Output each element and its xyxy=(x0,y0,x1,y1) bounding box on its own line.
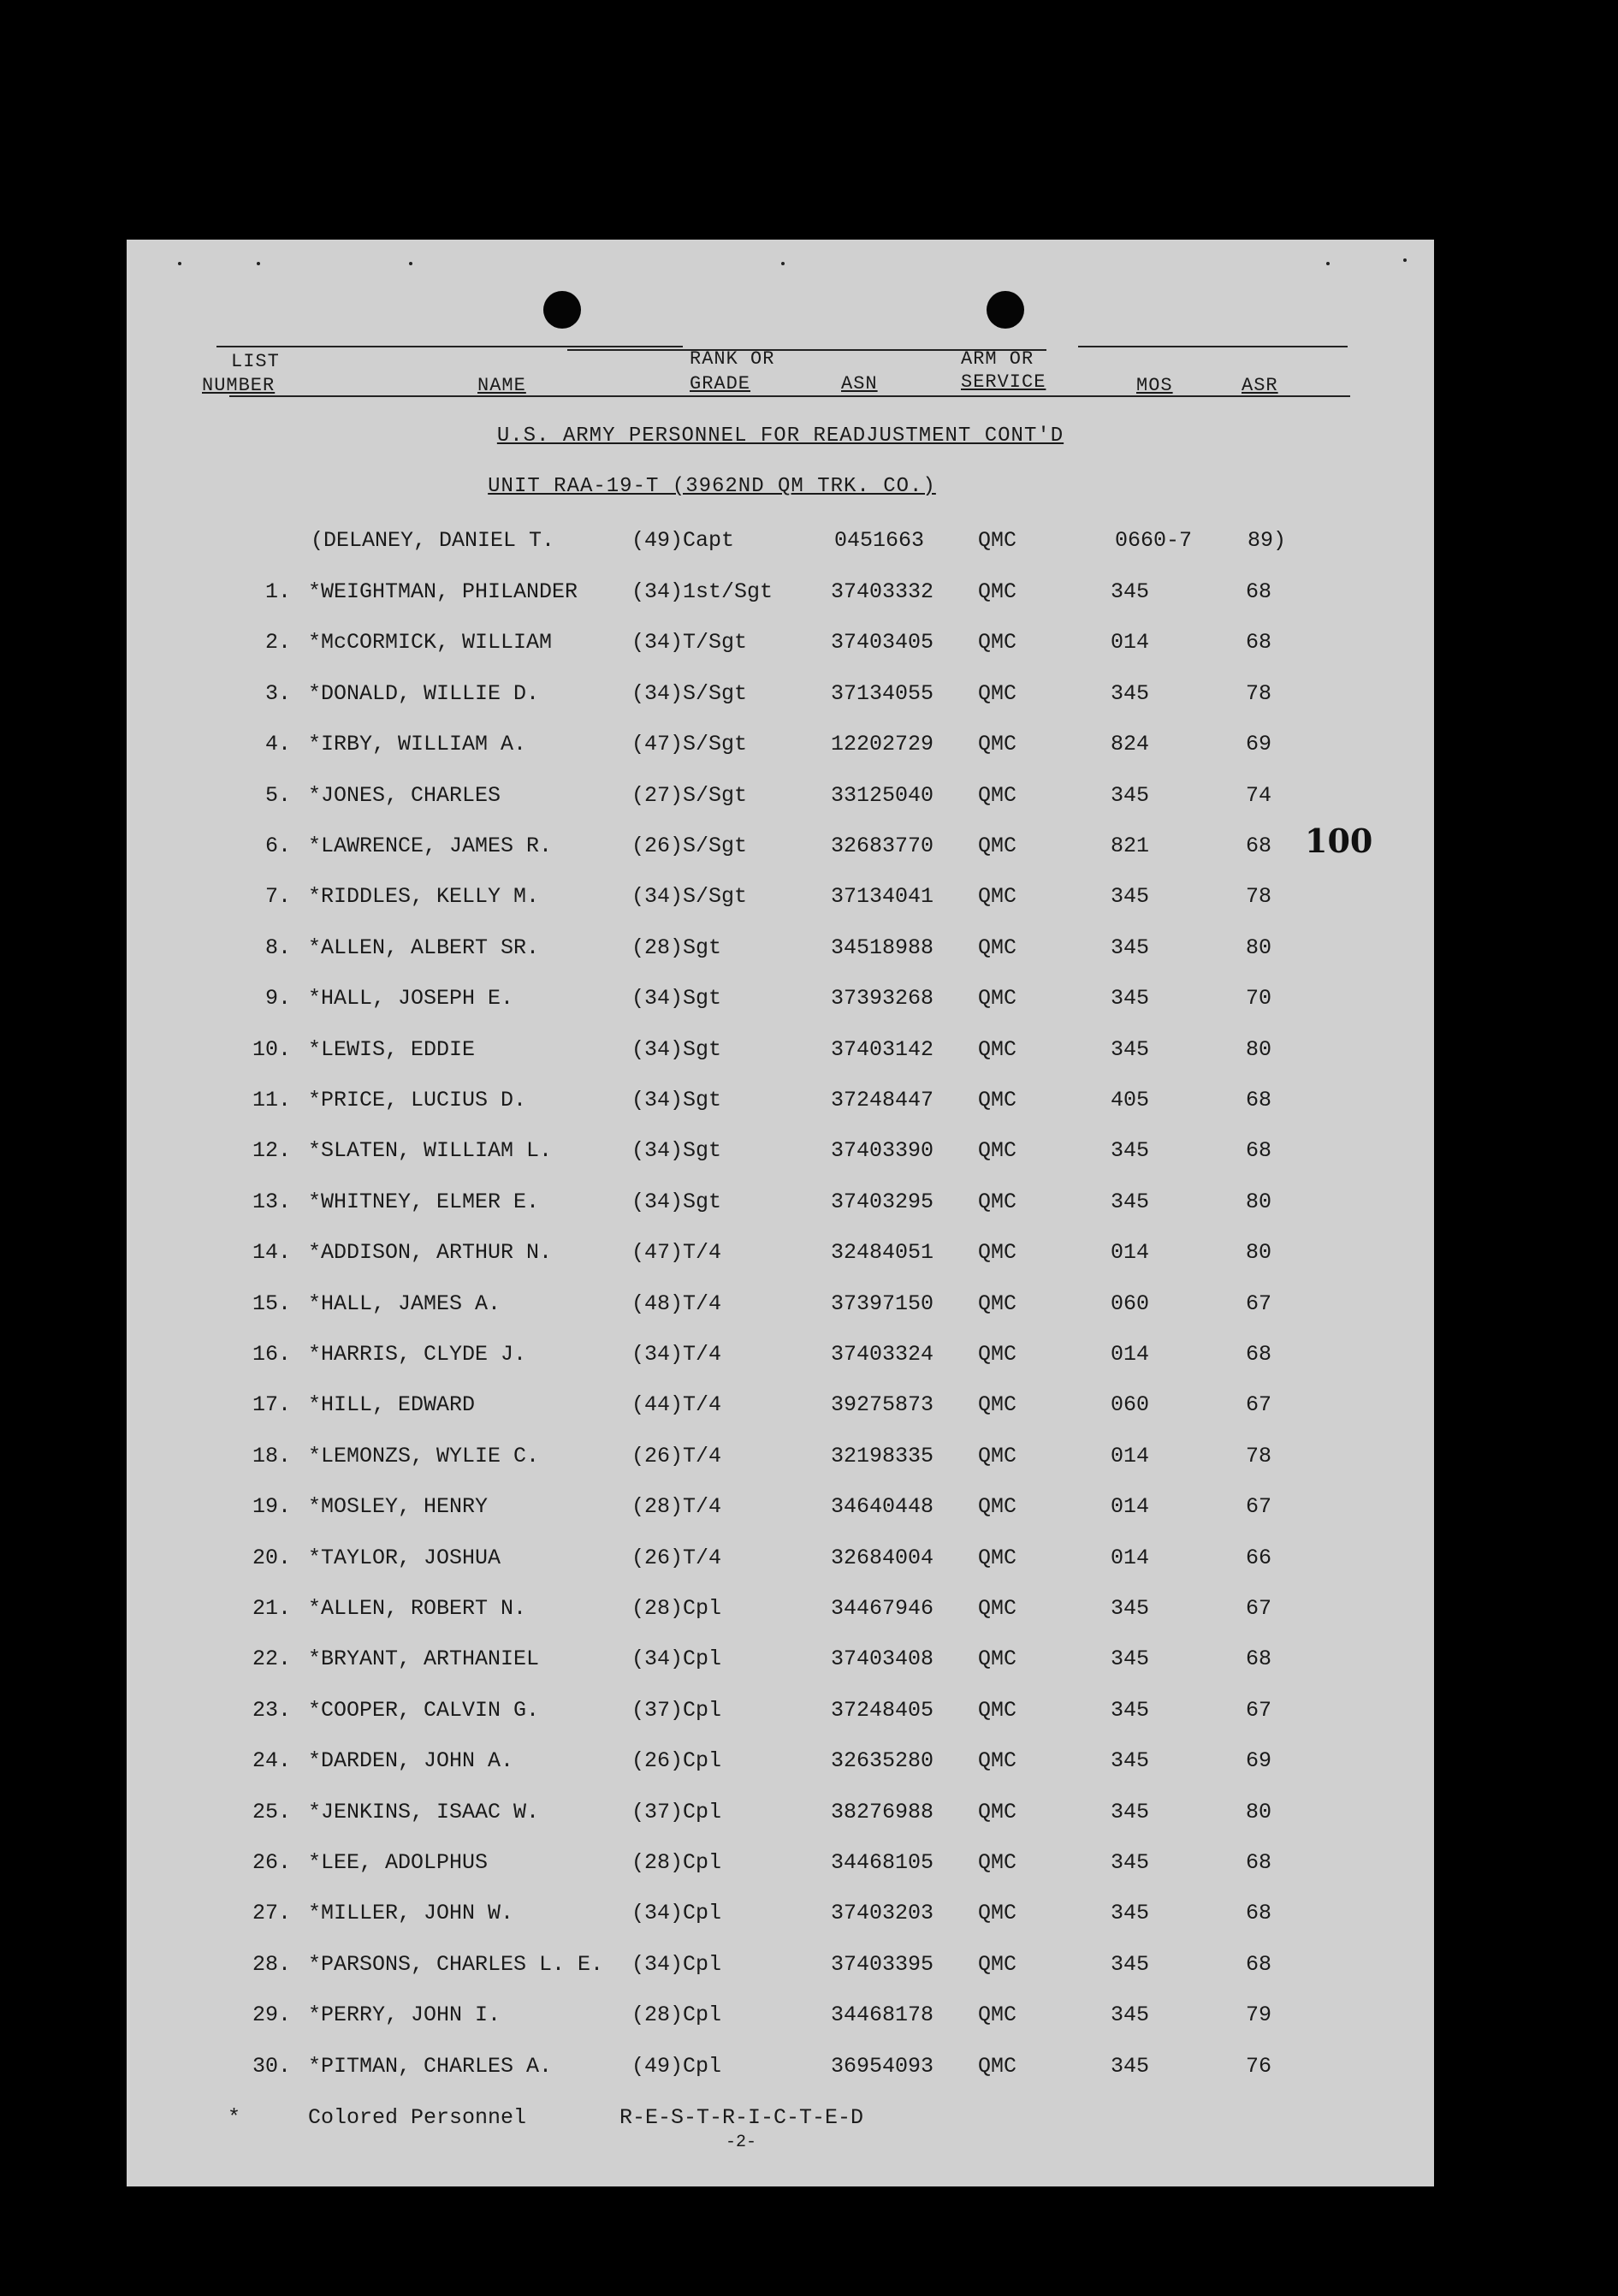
row-asr: 67 xyxy=(1246,1698,1272,1723)
row-grade: (34)Sgt xyxy=(631,1190,722,1214)
row-asn: 37393268 xyxy=(831,986,934,1011)
header-top-rule-right xyxy=(1078,346,1348,347)
officer-arm: QMC xyxy=(978,528,1017,553)
row-grade: (27)S/Sgt xyxy=(631,783,748,808)
row-mos: 824 xyxy=(1111,732,1150,756)
row-name: *PRICE, LUCIUS D. xyxy=(308,1088,527,1112)
row-mos: 345 xyxy=(1111,1952,1150,1977)
row-asn: 34467946 xyxy=(831,1596,934,1621)
footer-asterisk: * xyxy=(228,2105,241,2130)
row-asr: 80 xyxy=(1246,1037,1272,1062)
row-grade: (28)Sgt xyxy=(631,935,722,960)
column-header-rank-top: RANK OR xyxy=(690,348,775,370)
row-number: 5. xyxy=(264,783,291,808)
row-arm: QMC xyxy=(978,1291,1017,1316)
row-name: *LEE, ADOLPHUS xyxy=(308,1850,489,1875)
row-arm: QMC xyxy=(978,579,1017,604)
row-number: 23. xyxy=(252,1698,291,1723)
row-name: *LEMONZS, WYLIE C. xyxy=(308,1444,540,1468)
row-mos: 060 xyxy=(1111,1291,1150,1316)
row-asn: 12202729 xyxy=(831,732,934,756)
row-number: 15. xyxy=(252,1291,291,1316)
row-name: *HILL, EDWARD xyxy=(308,1392,476,1417)
row-number: 4. xyxy=(264,732,291,756)
row-arm: QMC xyxy=(978,986,1017,1011)
row-arm: QMC xyxy=(978,630,1017,655)
row-asn: 32684004 xyxy=(831,1545,934,1570)
officer-asn: 0451663 xyxy=(834,528,925,553)
row-mos: 014 xyxy=(1111,1494,1150,1519)
row-number: 28. xyxy=(252,1952,291,1977)
row-name: *PERRY, JOHN I. xyxy=(308,2002,501,2027)
row-asr: 68 xyxy=(1246,1138,1272,1163)
row-asr: 68 xyxy=(1246,1646,1272,1671)
row-mos: 345 xyxy=(1111,579,1150,604)
row-asn: 34518988 xyxy=(831,935,934,960)
row-number: 22. xyxy=(252,1646,291,1671)
row-grade: (28)T/4 xyxy=(631,1494,722,1519)
row-asn: 34640448 xyxy=(831,1494,934,1519)
row-number: 24. xyxy=(252,1748,291,1773)
row-mos: 345 xyxy=(1111,1037,1150,1062)
row-asr: 78 xyxy=(1246,681,1272,706)
row-asr: 76 xyxy=(1246,2054,1272,2079)
row-number: 16. xyxy=(252,1342,291,1367)
row-arm: QMC xyxy=(978,2002,1017,2027)
row-arm: QMC xyxy=(978,834,1017,858)
header-bottom-rule xyxy=(229,395,1350,397)
row-asr: 68 xyxy=(1246,1901,1272,1925)
row-asr: 74 xyxy=(1246,783,1272,808)
row-mos: 345 xyxy=(1111,1190,1150,1214)
row-number: 21. xyxy=(252,1596,291,1621)
row-asr: 78 xyxy=(1246,1444,1272,1468)
row-mos: 345 xyxy=(1111,1596,1150,1621)
row-name: *MOSLEY, HENRY xyxy=(308,1494,489,1519)
footer-note: Colored Personnel xyxy=(308,2105,527,2130)
row-arm: QMC xyxy=(978,935,1017,960)
row-asr: 67 xyxy=(1246,1392,1272,1417)
row-asr: 67 xyxy=(1246,1291,1272,1316)
row-name: *TAYLOR, JOSHUA xyxy=(308,1545,501,1570)
row-asn: 37403408 xyxy=(831,1646,934,1671)
row-grade: (26)S/Sgt xyxy=(631,834,748,858)
row-asn: 36954093 xyxy=(831,2054,934,2079)
row-mos: 345 xyxy=(1111,1800,1150,1824)
row-number: 14. xyxy=(252,1240,291,1265)
row-number: 6. xyxy=(264,834,291,858)
row-number: 13. xyxy=(252,1190,291,1214)
officer-grade: (49)Capt xyxy=(631,528,735,553)
row-grade: (26)T/4 xyxy=(631,1545,722,1570)
row-asr: 78 xyxy=(1246,884,1272,909)
row-number: 20. xyxy=(252,1545,291,1570)
page-number: -2- xyxy=(726,2133,757,2152)
row-asr: 67 xyxy=(1246,1494,1272,1519)
row-arm: QMC xyxy=(978,1545,1017,1570)
row-number: 19. xyxy=(252,1494,291,1519)
row-name: *PARSONS, CHARLES L. E. xyxy=(308,1952,604,1977)
row-mos: 014 xyxy=(1111,1342,1150,1367)
row-mos: 345 xyxy=(1111,1138,1150,1163)
row-number: 30. xyxy=(252,2054,291,2079)
row-arm: QMC xyxy=(978,884,1017,909)
row-mos: 345 xyxy=(1111,1850,1150,1875)
column-header-arm-top: ARM OR xyxy=(961,348,1034,370)
row-asn: 37403142 xyxy=(831,1037,934,1062)
row-grade: (34)Sgt xyxy=(631,1088,722,1112)
row-grade: (34)T/4 xyxy=(631,1342,722,1367)
row-arm: QMC xyxy=(978,1494,1017,1519)
row-asr: 68 xyxy=(1246,834,1272,858)
paper-speck xyxy=(781,262,785,265)
row-mos: 345 xyxy=(1111,1646,1150,1671)
row-name: *PITMAN, CHARLES A. xyxy=(308,2054,553,2079)
row-arm: QMC xyxy=(978,1698,1017,1723)
row-arm: QMC xyxy=(978,1088,1017,1112)
row-grade: (34)1st/Sgt xyxy=(631,579,773,604)
row-mos: 014 xyxy=(1111,1444,1150,1468)
row-asr: 68 xyxy=(1246,1088,1272,1112)
row-arm: QMC xyxy=(978,1646,1017,1671)
row-name: *HALL, JOSEPH E. xyxy=(308,986,514,1011)
row-number: 3. xyxy=(264,681,291,706)
row-arm: QMC xyxy=(978,1748,1017,1773)
row-number: 29. xyxy=(252,2002,291,2027)
row-name: *ADDISON, ARTHUR N. xyxy=(308,1240,553,1265)
row-asn: 37403324 xyxy=(831,1342,934,1367)
row-number: 17. xyxy=(252,1392,291,1417)
row-arm: QMC xyxy=(978,1444,1017,1468)
row-asr: 70 xyxy=(1246,986,1272,1011)
row-asr: 79 xyxy=(1246,2002,1272,2027)
document-title: U.S. ARMY PERSONNEL FOR READJUSTMENT CONT'D xyxy=(496,424,1064,448)
row-asr: 69 xyxy=(1246,732,1272,756)
row-name: *JONES, CHARLES xyxy=(308,783,501,808)
row-grade: (48)T/4 xyxy=(631,1291,722,1316)
row-grade: (34)Sgt xyxy=(631,1037,722,1062)
paper-speck xyxy=(257,262,260,265)
row-asr: 68 xyxy=(1246,1850,1272,1875)
row-arm: QMC xyxy=(978,1800,1017,1824)
row-asr: 68 xyxy=(1246,579,1272,604)
row-asn: 37403390 xyxy=(831,1138,934,1163)
row-mos: 345 xyxy=(1111,986,1150,1011)
paper-speck xyxy=(1326,262,1330,265)
punch-hole-left xyxy=(543,291,581,329)
row-name: *BRYANT, ARTHANIEL xyxy=(308,1646,540,1671)
row-name: *LEWIS, EDDIE xyxy=(308,1037,476,1062)
row-asn: 37403203 xyxy=(831,1901,934,1925)
row-asr: 80 xyxy=(1246,1240,1272,1265)
row-arm: QMC xyxy=(978,681,1017,706)
row-asr: 68 xyxy=(1246,1342,1272,1367)
row-number: 18. xyxy=(252,1444,291,1468)
row-mos: 014 xyxy=(1111,630,1150,655)
side-page-number: 100 xyxy=(1305,822,1373,860)
column-header-number-top: LIST xyxy=(231,351,280,372)
row-mos: 405 xyxy=(1111,1088,1150,1112)
row-grade: (47)S/Sgt xyxy=(631,732,748,756)
row-arm: QMC xyxy=(978,1190,1017,1214)
row-grade: (49)Cpl xyxy=(631,2054,722,2079)
punch-hole-right xyxy=(987,291,1024,329)
row-asn: 37403332 xyxy=(831,579,934,604)
row-asn: 37134041 xyxy=(831,884,934,909)
row-asr: 67 xyxy=(1246,1596,1272,1621)
row-number: 26. xyxy=(252,1850,291,1875)
row-mos: 014 xyxy=(1111,1545,1150,1570)
row-asr: 80 xyxy=(1246,1190,1272,1214)
row-asn: 33125040 xyxy=(831,783,934,808)
row-name: *COOPER, CALVIN G. xyxy=(308,1698,540,1723)
column-header-arm: SERVICE xyxy=(961,371,1046,393)
row-asn: 34468178 xyxy=(831,2002,934,2027)
row-grade: (34)T/Sgt xyxy=(631,630,748,655)
row-arm: QMC xyxy=(978,1901,1017,1925)
row-number: 9. xyxy=(264,986,291,1011)
row-name: *LAWRENCE, JAMES R. xyxy=(308,834,553,858)
row-asn: 38276988 xyxy=(831,1800,934,1824)
row-asn: 39275873 xyxy=(831,1392,934,1417)
row-arm: QMC xyxy=(978,1037,1017,1062)
row-grade: (28)Cpl xyxy=(631,1850,722,1875)
row-name: *ALLEN, ROBERT N. xyxy=(308,1596,527,1621)
row-mos: 345 xyxy=(1111,1698,1150,1723)
row-arm: QMC xyxy=(978,783,1017,808)
row-name: *WEIGHTMAN, PHILANDER xyxy=(308,579,578,604)
row-mos: 345 xyxy=(1111,884,1150,909)
row-name: *MILLER, JOHN W. xyxy=(308,1901,514,1925)
row-grade: (47)T/4 xyxy=(631,1240,722,1265)
column-header-name: NAME xyxy=(477,375,526,396)
row-mos: 345 xyxy=(1111,2054,1150,2079)
row-arm: QMC xyxy=(978,2054,1017,2079)
row-arm: QMC xyxy=(978,1240,1017,1265)
row-asn: 32683770 xyxy=(831,834,934,858)
row-number: 2. xyxy=(264,630,291,655)
document-page xyxy=(127,240,1434,2186)
row-grade: (34)Cpl xyxy=(631,1646,722,1671)
row-asr: 68 xyxy=(1246,1952,1272,1977)
row-grade: (44)T/4 xyxy=(631,1392,722,1417)
row-grade: (34)Cpl xyxy=(631,1901,722,1925)
unit-title: UNIT RAA-19-T (3962ND QM TRK. CO.) xyxy=(488,475,936,498)
row-grade: (34)Cpl xyxy=(631,1952,722,1977)
row-asn: 37403295 xyxy=(831,1190,934,1214)
row-name: *RIDDLES, KELLY M. xyxy=(308,884,540,909)
row-number: 27. xyxy=(252,1901,291,1925)
row-mos: 345 xyxy=(1111,1901,1150,1925)
row-grade: (26)Cpl xyxy=(631,1748,722,1773)
paper-speck xyxy=(409,262,412,265)
column-header-asr: ASR xyxy=(1242,375,1278,396)
row-asn: 32635280 xyxy=(831,1748,934,1773)
row-name: *SLATEN, WILLIAM L. xyxy=(308,1138,553,1163)
row-arm: QMC xyxy=(978,1138,1017,1163)
row-asn: 32484051 xyxy=(831,1240,934,1265)
row-number: 11. xyxy=(252,1088,291,1112)
row-grade: (34)S/Sgt xyxy=(631,884,748,909)
officer-asr: 89) xyxy=(1248,528,1287,553)
row-asr: 68 xyxy=(1246,630,1272,655)
row-name: *HARRIS, CLYDE J. xyxy=(308,1342,527,1367)
row-mos: 345 xyxy=(1111,681,1150,706)
row-name: *IRBY, WILLIAM A. xyxy=(308,732,527,756)
row-name: *ALLEN, ALBERT SR. xyxy=(308,935,540,960)
row-arm: QMC xyxy=(978,1342,1017,1367)
row-asr: 66 xyxy=(1246,1545,1272,1570)
row-arm: QMC xyxy=(978,1850,1017,1875)
row-asn: 37248405 xyxy=(831,1698,934,1723)
row-asr: 80 xyxy=(1246,1800,1272,1824)
row-name: *HALL, JAMES A. xyxy=(308,1291,501,1316)
row-mos: 014 xyxy=(1111,1240,1150,1265)
row-arm: QMC xyxy=(978,1392,1017,1417)
row-mos: 345 xyxy=(1111,935,1150,960)
officer-name: (DELANEY, DANIEL T. xyxy=(311,528,555,553)
row-number: 10. xyxy=(252,1037,291,1062)
row-asn: 37134055 xyxy=(831,681,934,706)
officer-mos: 0660-7 xyxy=(1115,528,1193,553)
row-name: *JENKINS, ISAAC W. xyxy=(308,1800,540,1824)
row-number: 8. xyxy=(264,935,291,960)
paper-speck xyxy=(1403,258,1407,262)
row-mos: 345 xyxy=(1111,1748,1150,1773)
row-mos: 345 xyxy=(1111,2002,1150,2027)
row-mos: 060 xyxy=(1111,1392,1150,1417)
column-header-mos: MOS xyxy=(1136,375,1173,396)
row-asn: 37403405 xyxy=(831,630,934,655)
row-number: 12. xyxy=(252,1138,291,1163)
row-name: *DONALD, WILLIE D. xyxy=(308,681,540,706)
row-grade: (28)Cpl xyxy=(631,1596,722,1621)
row-asn: 37248447 xyxy=(831,1088,934,1112)
row-name: *DARDEN, JOHN A. xyxy=(308,1748,514,1773)
row-grade: (37)Cpl xyxy=(631,1698,722,1723)
row-asr: 80 xyxy=(1246,935,1272,960)
row-asn: 37397150 xyxy=(831,1291,934,1316)
classification-mark: R-E-S-T-R-I-C-T-E-D xyxy=(619,2105,864,2130)
row-grade: (37)Cpl xyxy=(631,1800,722,1824)
row-arm: QMC xyxy=(978,732,1017,756)
row-mos: 345 xyxy=(1111,783,1150,808)
column-header-rank: GRADE xyxy=(690,373,751,395)
row-mos: 821 xyxy=(1111,834,1150,858)
row-arm: QMC xyxy=(978,1596,1017,1621)
row-asn: 34468105 xyxy=(831,1850,934,1875)
row-asn: 32198335 xyxy=(831,1444,934,1468)
row-number: 7. xyxy=(264,884,291,909)
header-top-rule-left xyxy=(216,346,683,347)
column-header-number: NUMBER xyxy=(202,375,276,396)
row-grade: (26)T/4 xyxy=(631,1444,722,1468)
paper-speck xyxy=(178,262,181,265)
row-number: 1. xyxy=(264,579,291,604)
row-number: 25. xyxy=(252,1800,291,1824)
row-arm: QMC xyxy=(978,1952,1017,1977)
row-asn: 37403395 xyxy=(831,1952,934,1977)
row-grade: (34)S/Sgt xyxy=(631,681,748,706)
column-header-asn: ASN xyxy=(841,373,878,395)
row-name: *McCORMICK, WILLIAM xyxy=(308,630,553,655)
row-name: *WHITNEY, ELMER E. xyxy=(308,1190,540,1214)
row-grade: (34)Sgt xyxy=(631,986,722,1011)
row-grade: (28)Cpl xyxy=(631,2002,722,2027)
row-asr: 69 xyxy=(1246,1748,1272,1773)
row-grade: (34)Sgt xyxy=(631,1138,722,1163)
